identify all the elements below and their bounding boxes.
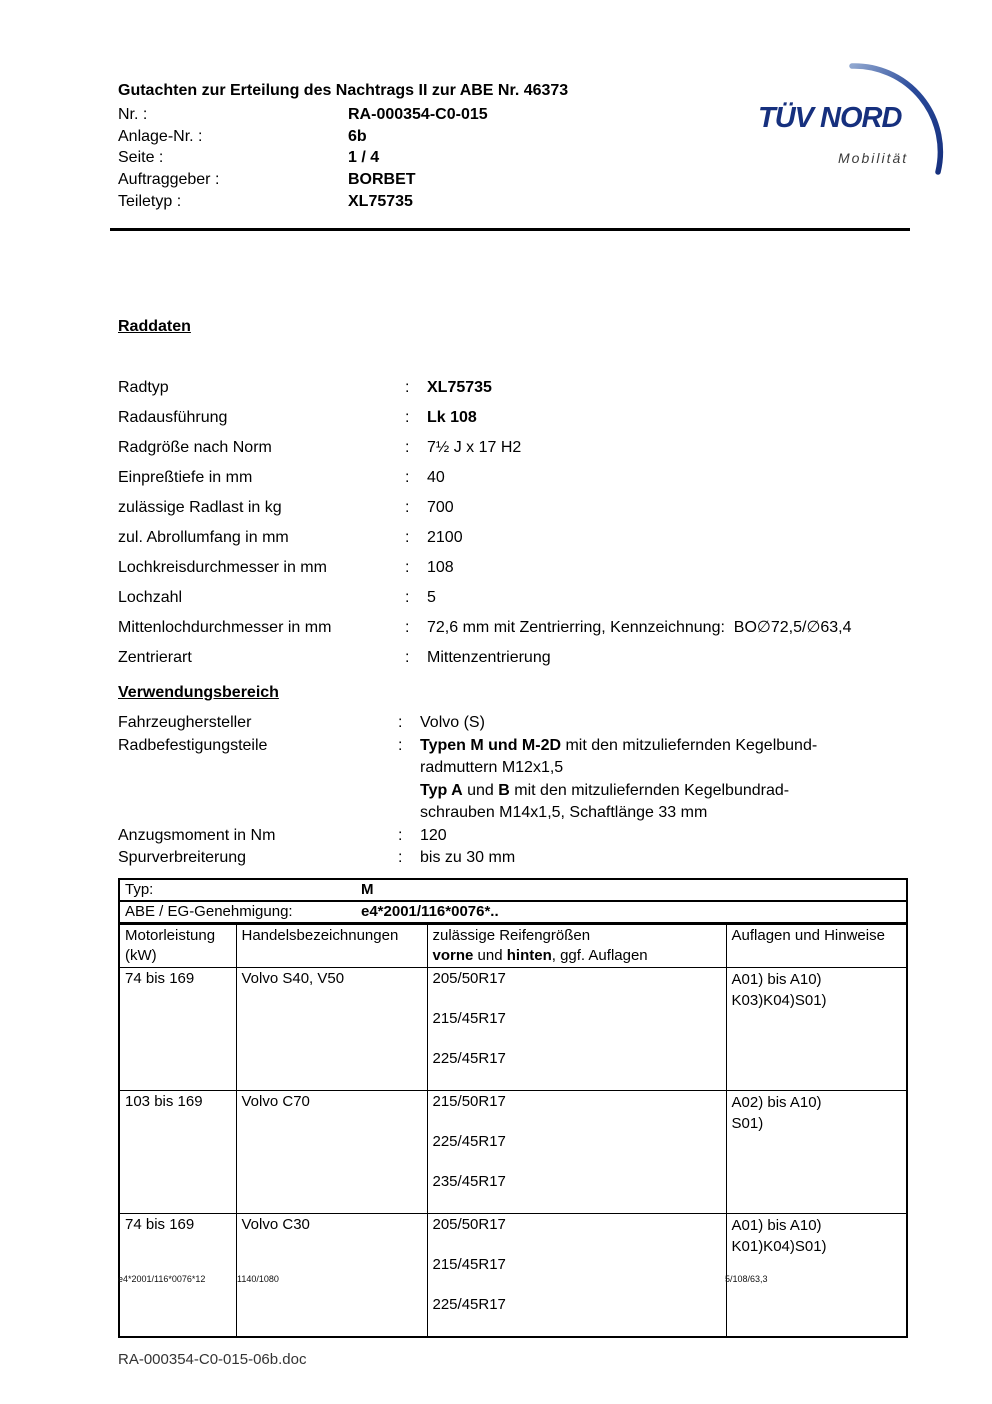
data-row-colon: : [405, 439, 410, 456]
tuev-nord-logo [752, 52, 962, 182]
data-row-colon: : [405, 649, 410, 666]
data-row-value [420, 735, 918, 825]
data-row-value: 700 [427, 499, 454, 516]
data-row-value: Volvo (S) [420, 714, 485, 731]
radbefestigung-text: radmuttern M12x1,5 [420, 759, 564, 776]
typ-label: Typ: [125, 881, 154, 898]
data-row-colon: : [405, 619, 410, 636]
section-heading-verwendungsbereich: Verwendungsbereich [118, 684, 279, 701]
header-field-value: XL75735 [348, 192, 413, 210]
data-row-label: Einpreßtiefe in mm [118, 469, 253, 486]
data-row-value: 120 [420, 826, 447, 844]
header-field-auftraggeber [118, 169, 748, 191]
header-divider [110, 228, 910, 231]
table-row-abe [119, 901, 907, 924]
data-row-colon: : [405, 409, 410, 426]
data-row-colon: : [398, 826, 403, 844]
data-row-radlast [118, 498, 918, 528]
table-row-volvo-c70 [119, 1091, 907, 1214]
cell-power: 74 bis 169 [119, 968, 236, 1091]
cell-power: 74 bis 169 [119, 1214, 236, 1338]
application-table [118, 878, 908, 1338]
table-footnote [118, 1274, 918, 1286]
data-row-colon: : [398, 736, 403, 754]
data-row-mittenloch [118, 618, 918, 648]
data-row-radausfuehrung [118, 408, 918, 438]
header-field-value: BORBET [348, 171, 416, 189]
data-row-value: 108 [427, 559, 454, 576]
table-row-volvo-s40-v50 [119, 968, 907, 1091]
header-field-label: Auftraggeber : [118, 171, 220, 189]
data-row-label: Fahrzeughersteller [118, 714, 252, 731]
logo-tagline: Mobilität [838, 150, 909, 166]
note-codes: S01) [731, 1115, 764, 1132]
note-codes: A01) bis A10) [731, 971, 822, 988]
data-row-value: bis zu 30 mm [420, 849, 516, 866]
tyre-size: 215/45R17 [432, 1256, 506, 1273]
radbefestigung-text: und [462, 781, 499, 799]
radbefestigung-text: mit den mitzuliefernden Kegelbund- [561, 736, 818, 754]
radbefestigung-typ-a: Typ A [420, 781, 463, 799]
data-row-label: Radtyp [118, 379, 169, 396]
col-header-models: Handelsbezeichnungen [236, 924, 427, 968]
note-codes: A02) bis A10) [731, 1094, 822, 1111]
col-header-text: und [473, 947, 507, 964]
typ-value: M [361, 881, 374, 898]
col-header-text: Motorleistung [125, 927, 216, 944]
header-field-label: Anlage-Nr. : [118, 127, 203, 145]
data-row-label: Radausführung [118, 409, 228, 426]
data-row-lochzahl [118, 588, 918, 618]
col-header-text: (kW) [125, 947, 157, 964]
vb-row-fahrzeughersteller [118, 712, 918, 735]
footnote-load-values: 1140/1080 [237, 1274, 279, 1284]
tyres-rear-label: hinten [506, 947, 552, 964]
data-row-label: Radgröße nach Norm [118, 439, 272, 456]
cell-models: Volvo C30 [236, 1214, 427, 1338]
data-row-radtyp [118, 378, 918, 408]
vb-row-spurverbreiterung [118, 847, 918, 870]
tyre-size: 225/45R17 [432, 1296, 506, 1313]
data-row-label: Mittenlochdurchmesser in mm [118, 619, 332, 636]
tyres-front-label: vorne [432, 947, 474, 964]
data-row-value: Lk 108 [427, 409, 477, 426]
section-heading-raddaten: Raddaten [118, 318, 191, 335]
abe-label: ABE / EG-Genehmigung: [125, 903, 293, 920]
col-header-tyres [427, 924, 726, 968]
page-footer-filename: RA-000354-C0-015-06b.doc [118, 1351, 307, 1368]
cell-tyres [427, 968, 726, 1091]
col-header-text: zulässige Reifengrößen [432, 927, 591, 944]
tyre-size: 225/45R17 [432, 1050, 506, 1067]
tyre-size: 215/50R17 [432, 1093, 506, 1110]
header-field-label: Seite : [118, 149, 164, 167]
footnote-bolt-pattern: 5/108/63,3 [725, 1274, 768, 1284]
data-row-radgroesse [118, 438, 918, 468]
data-row-value: 72,6 mm mit Zentrierring, Kennzeichnung: BO∅72,5/∅63,4 [427, 619, 852, 636]
data-row-label: Radbefestigungsteile [118, 736, 268, 754]
data-row-label: zul. Abrollumfang in mm [118, 529, 289, 546]
radbefestigung-text: mit den mitzuliefernden Kegelbundrad- [509, 781, 790, 799]
data-row-colon: : [405, 589, 410, 606]
vb-row-anzugsmoment [118, 825, 918, 848]
raddaten-list [118, 378, 918, 678]
tyre-size: 215/45R17 [432, 1010, 506, 1027]
table-header-row [119, 924, 907, 968]
data-row-label: Zentrierart [118, 649, 192, 666]
doc-header [118, 81, 748, 213]
header-field-label: Nr. : [118, 106, 148, 123]
data-row-value: Mittenzentrierung [427, 649, 551, 666]
data-row-colon: : [405, 499, 410, 516]
data-row-zentrierart [118, 648, 918, 678]
header-field-seite [118, 147, 748, 169]
tyre-size: 225/45R17 [432, 1133, 506, 1150]
data-row-label: Lochkreisdurchmesser in mm [118, 559, 327, 576]
abe-value: e4*2001/116*0076*.. [361, 903, 499, 920]
data-row-lochkreis [118, 558, 918, 588]
cell-notes [726, 1091, 907, 1214]
note-codes: A01) bis A10) [731, 1217, 822, 1234]
data-row-label: Anzugsmoment in Nm [118, 826, 276, 844]
col-header-text: , ggf. Auflagen [551, 947, 648, 964]
radbefestigung-typ-m: Typen M und M-2D [420, 736, 562, 754]
cell-models: Volvo S40, V50 [236, 968, 427, 1091]
doc-title: Gutachten zur Erteilung des Nachtrags II zur ABE Nr. 46373 [118, 82, 569, 99]
footnote-approval-code: e4*2001/116*0076*12 [118, 1274, 206, 1284]
data-row-value: 2100 [427, 529, 463, 546]
data-row-colon: : [405, 469, 410, 486]
tyre-size: 205/50R17 [432, 1216, 506, 1233]
table-row-typ [119, 879, 907, 901]
cell-tyres [427, 1091, 726, 1214]
header-field-value: 6b [348, 127, 367, 145]
data-row-colon: : [405, 529, 410, 546]
tyre-size: 205/50R17 [432, 970, 506, 987]
note-codes: K03)K04)S01) [731, 992, 827, 1009]
header-field-value: RA-000354-C0-015 [348, 106, 488, 123]
col-header-power [119, 924, 236, 968]
vb-row-radbefestigungsteile [118, 735, 918, 825]
data-row-label: Lochzahl [118, 589, 183, 606]
radbefestigung-typ-b: B [498, 781, 510, 799]
data-row-value: XL75735 [427, 379, 492, 396]
header-field-nr [118, 104, 748, 126]
data-row-colon: : [405, 559, 410, 576]
col-header-text [433, 946, 721, 966]
data-row-colon: : [398, 714, 403, 731]
header-field-teiletyp [118, 191, 748, 213]
note-codes: K01)K04)S01) [731, 1238, 827, 1255]
header-field-value: 1 / 4 [348, 149, 380, 167]
verwendungsbereich-list [118, 712, 918, 870]
data-row-value: 40 [427, 469, 445, 486]
data-row-colon: : [405, 379, 410, 396]
col-header-notes: Auflagen und Hinweise [726, 924, 907, 968]
data-row-label: zulässige Radlast in kg [118, 499, 282, 516]
header-field-label: Teiletyp : [118, 192, 182, 210]
radbefestigung-text: schrauben M14x1,5, Schaftlänge 33 mm [420, 804, 708, 821]
cell-notes [726, 968, 907, 1091]
data-row-value: 5 [427, 589, 436, 606]
data-row-value: 7½ J x 17 H2 [427, 439, 522, 456]
data-row-colon: : [398, 849, 403, 866]
data-row-label: Spurverbreiterung [118, 849, 247, 866]
data-row-abrollumfang [118, 528, 918, 558]
header-field-anlage [118, 126, 748, 148]
logo-wordmark: TÜV NORD [758, 102, 902, 134]
cell-models: Volvo C70 [236, 1091, 427, 1214]
tyre-size: 235/45R17 [432, 1173, 506, 1190]
data-row-einpresstiefe [118, 468, 918, 498]
cell-power: 103 bis 169 [119, 1091, 236, 1214]
